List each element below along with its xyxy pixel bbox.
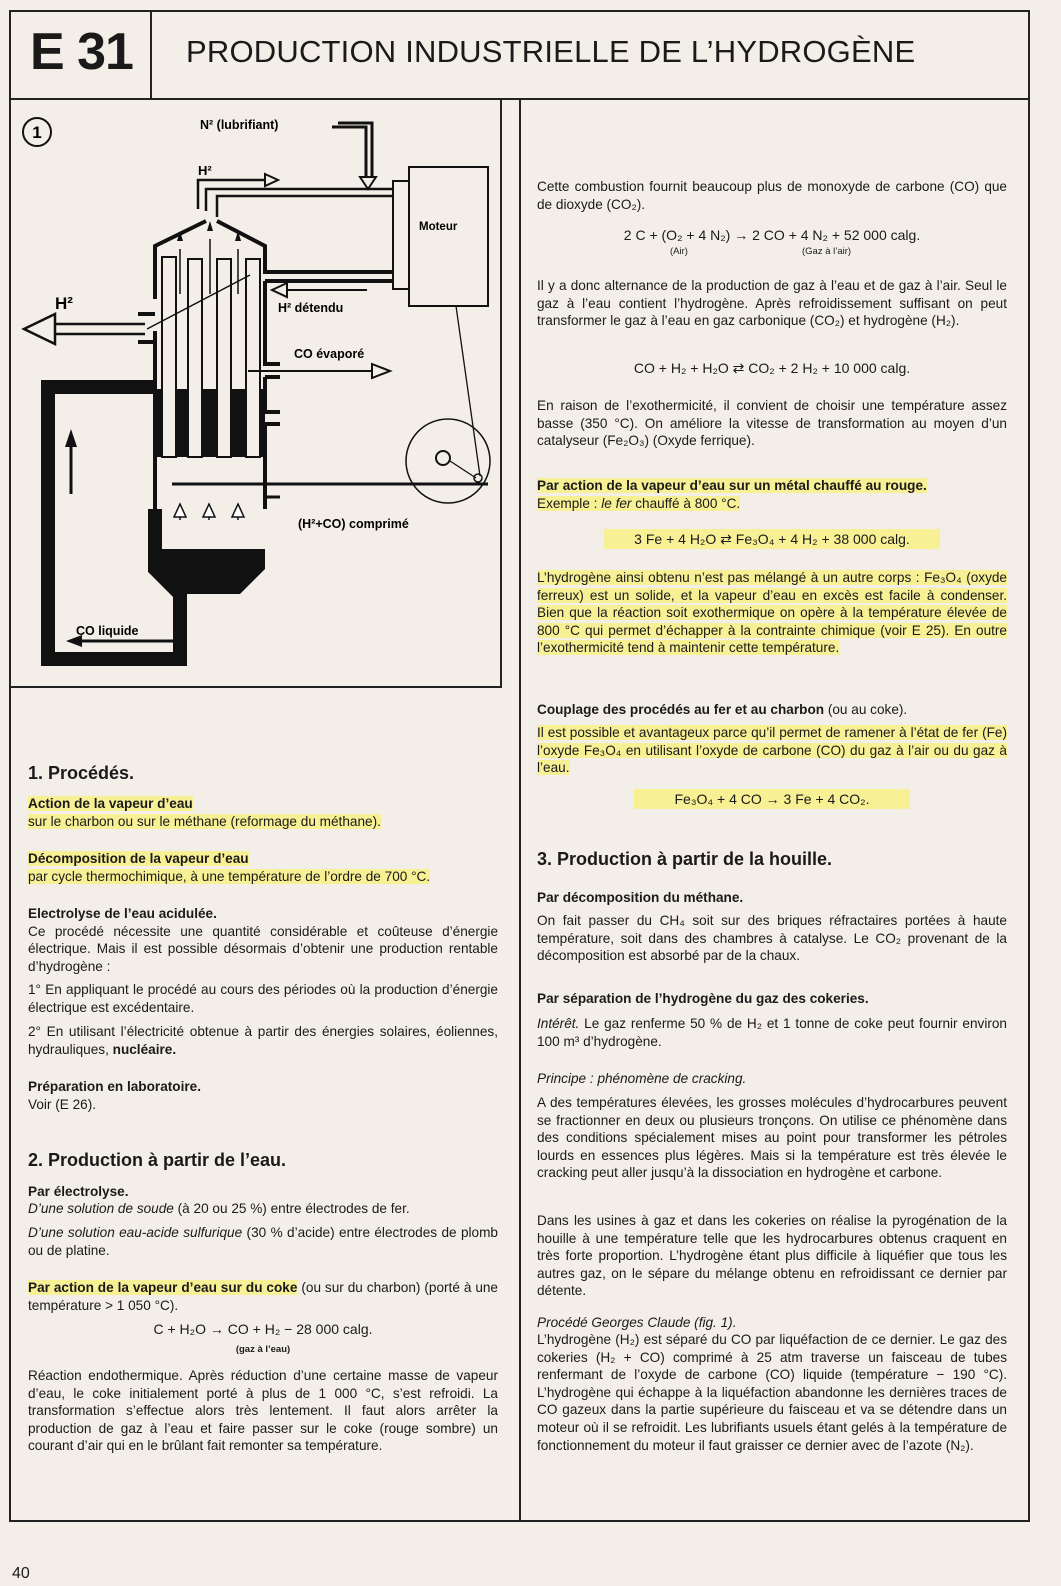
chapter-code: E 31 <box>30 23 133 81</box>
figure-1-diagram <box>10 99 502 688</box>
term: Par action de la vapeur d’eau sur un métal chauffé au rouge. <box>537 478 927 493</box>
text: chauffé à 800 °C. <box>635 495 741 511</box>
paragraph-couplage <box>537 701 1007 719</box>
text: (à 20 ou 25 %) entre électrodes de fer. <box>177 1201 410 1216</box>
paragraph-decomposition <box>28 850 498 885</box>
term: Couplage des procédés au fer et au charbon <box>537 702 825 717</box>
text: sur le charbon ou sur le méthane (reformage du méthane). <box>28 813 381 829</box>
section-3-heading: 3. Production à partir de la houille. <box>537 849 833 869</box>
term: le fer <box>601 495 632 511</box>
subheading-electrolyse: Par électrolyse. <box>28 1184 129 1199</box>
paragraph-vapeur-eau <box>28 795 498 830</box>
paragraph-hydrogene-obtenu <box>537 569 1007 657</box>
equation-text: Fe₃O₄ + 4 CO → 3 Fe + 4 CO₂. <box>634 789 909 809</box>
label-n2-lubrifiant: N² (lubrifiant) <box>200 118 279 132</box>
section-1-heading: 1. Procédés. <box>28 763 135 783</box>
paragraph-1: 1° En appliquant le procédé au cours des périodes où la production d’énergie électrique est excédentaire. <box>28 982 498 1015</box>
page-number: 40 <box>12 1565 30 1582</box>
text: Il est possible et avantageux parce qu’il permet de ramener à l’état de fer (Fe) l’oxyde Fe₃O₄ en utilisant l’oxyde de carbone (CO) du gaz à l’air ou du gaz à l’eau. <box>537 725 1007 776</box>
paragraph-endothermique: Réaction endothermique. Après réduction d’une certaine masse de vapeur d’eau, le coke initialement porté à plus de 1 000 °C, s’est refroidi. La transformation s’effectue alors très lentement. Il faut alors arrêter la production de gaz à l’eau et faire passer sur le coke (rouge sombre) un courant d’air qui en le brûlant fait remonter sa température. <box>28 1368 498 1454</box>
paragraph-metal <box>537 477 1007 512</box>
n2-arrow <box>360 177 376 189</box>
paragraph-alternance: Il y a donc alternance de la production de gaz à l’eau et de gaz à l’air. Seul le gaz à l’eau contient l’hydrogène. Après refroidissement suffisant on peut transformer le gaz à l’eau en gaz carbonique (CO₂) et hydrogène (H₂). <box>537 278 1007 329</box>
subheading-principe: Principe : phénomène de cracking. <box>537 1071 747 1086</box>
equation-fer <box>537 531 1007 548</box>
text: (30 % d’acide) entre électrodes de plomb ou de platine. <box>28 1225 498 1258</box>
paragraph-electrolyse <box>28 905 498 975</box>
paragraph-2 <box>28 1023 498 1058</box>
equation-note: (gaz à l’eau) <box>235 1344 291 1355</box>
page-title: PRODUCTION INDUSTRIELLE DE L’HYDROGÈNE <box>186 34 916 69</box>
text: par cycle thermochimique, à une température de l’ordre de 700 °C. <box>28 868 431 884</box>
term: Action de la vapeur d’eau <box>28 796 193 811</box>
paragraph-couplage-text <box>537 724 1007 777</box>
text: Exemple : <box>537 495 598 511</box>
paragraph-interet <box>537 1015 1007 1050</box>
paragraph-exothermicite: En raison de l’exothermicité, il convient de choisir une température assez basse (350 °C). On améliore la vitesse de transformation au moyen d’un catalyseur (Fe₂O₃) (Oxyde ferrique). <box>537 398 1007 449</box>
text: 2° En utilisant l’électricité obtenue à partir des énergies solaires, éoliennes, hydrauliques, <box>28 1024 498 1057</box>
label-h2-co-comprime: (H²+CO) comprimé <box>298 517 409 531</box>
paragraph-soude <box>28 1200 498 1218</box>
header-separator <box>150 10 152 99</box>
term: D’une solution de soude <box>28 1201 174 1216</box>
subheading-claude: Procédé Georges Claude (fig. 1). <box>537 1315 737 1330</box>
paragraph-methane: On fait passer du CH₄ soit sur des briques réfractaires portées à haute température, soit dans des chambres à catalyse. Le CO₂ provenant de la décomposition est absorbé par de la chaux. <box>537 913 1007 964</box>
paragraph-usines: Dans les usines à gaz et dans les cokeries on réalise la pyrogénation de la houille à une température telle que les hydrocarbures obtenus craquent en très forte proportion. L’hydrogène étant plus difficile à liquéfier que tous les autres gaz, on le sépare du mélange obtenu en refroidissant ce dernier par détente. <box>537 1213 1007 1299</box>
text: (ou sur du charbon) (porté à une température > 1 050 °C). <box>28 1280 498 1313</box>
label-h2-left: H² <box>55 294 73 313</box>
equation-gaz-air: 2 C + (O₂ + 4 N₂) → 2 CO + 4 N₂ + 52 000 calg. <box>623 227 921 243</box>
note-gaz-air: (Gaz à l’air) <box>802 246 852 257</box>
subheading-methane: Par décomposition du méthane. <box>537 890 744 905</box>
text: Ce procédé nécessite une quantité considérable et coûteuse d’énergie électrique. Mais il est possible désormais d’obtenir une production rentable d’hydrogène : <box>28 923 498 974</box>
column-divider <box>519 99 521 1522</box>
text: Le gaz renferme 50 % de H₂ et 1 tonne de coke peut fournir environ 100 m³ d’hydrogène. <box>537 1016 1007 1049</box>
term: nucléaire. <box>112 1041 177 1057</box>
n2-pipe <box>332 123 372 177</box>
paragraph-cracking: A des températures élevées, les grosses molécules d’hydrocarbures peuvent se fractionner en deux ou plusieurs tronçons. On utilise ce phénomène dans des conditions spécialement mises au point pour transformer les pétroles lourds en essences plus légères. Mais si la température est très élevée le cracking peut aller jusqu’à la dissociation en hydrogène et carbone. <box>537 1095 1007 1181</box>
label-co-liquide: CO liquide <box>76 624 139 638</box>
equation-reduction <box>537 791 1007 807</box>
label-h2-detendu: H² détendu <box>278 301 344 315</box>
claude-process-diagram <box>10 99 502 688</box>
text: Voir (E 26). <box>28 1096 96 1112</box>
text: (ou au coke). <box>827 702 908 717</box>
label-moteur: Moteur <box>419 221 458 233</box>
figure-number: 1 <box>32 123 42 142</box>
equation-text: 3 Fe + 4 H₂O ⇄ Fe₃O₄ + 4 H₂ + 38 000 calg. <box>604 529 940 549</box>
term: Préparation en laboratoire. <box>28 1079 201 1094</box>
term: Par action de la vapeur d’eau sur du coke <box>28 1280 298 1295</box>
paragraph-acide <box>28 1224 498 1259</box>
paragraph-coke <box>28 1279 498 1314</box>
label-co-evapore: CO évaporé <box>294 347 365 361</box>
paragraph-claude: L’hydrogène (H₂) est séparé du CO par liquéfaction de ce dernier. Le gaz des cokeries (H₂ + CO) comprimé à 25 atm traverse un faisceau de tubes renfermant de l’oxyde de carbone (CO) liquide (température − 190 °C). L’hydrogène qui échappe à la liquéfaction abandonne les dernières traces de CO gazeux dans la partie supérieure du faisceau et va se détendre dans un moteur où il se refroidit. Les lubrifiants usuels étant gelés à la température de fonctionnement du moteur il faut graisser ce dernier avec de l’azote (N₂). <box>537 1332 1007 1453</box>
text: L’hydrogène ainsi obtenu n’est pas mélangé à un autre corps : Fe₃O₄ (oxyde ferreux) est un solide, et la vapeur d’eau en excès est facile à condenser. Bien que la réaction soit exothermique on opère à la température élevée de 800 °C qui permet d’échapper à la contrainte chimique (voir E 25). En outre l’exothermicité tend à maintenir cette température. <box>537 570 1007 656</box>
paragraph-laboratoire <box>28 1078 498 1113</box>
subheading-cokeries: Par séparation de l’hydrogène du gaz des cokeries. <box>537 991 869 1006</box>
equation-gaz-eau: C + H₂O → CO + H₂ − 28 000 calg. <box>153 1321 373 1337</box>
term: Electrolyse de l’eau acidulée. <box>28 906 217 921</box>
label-h2-top: H² <box>198 163 212 178</box>
section-2-heading: 2. Production à partir de l’eau. <box>28 1150 287 1170</box>
paragraph-combustion: Cette combustion fournit beaucoup plus de monoxyde de carbone (CO) que de dioxyde (CO₂). <box>537 179 1007 212</box>
motor-box <box>409 167 488 306</box>
term: Intérêt. <box>537 1016 580 1031</box>
term: D’une solution eau-acide sulfurique <box>28 1225 243 1240</box>
term: Décomposition de la vapeur d’eau <box>28 851 249 866</box>
motor-flange <box>393 181 409 289</box>
equation-conversion: CO + H₂ + H₂O ⇄ CO₂ + 2 H₂ + 10 000 calg. <box>633 360 911 376</box>
note-air: (Air) <box>670 246 688 257</box>
